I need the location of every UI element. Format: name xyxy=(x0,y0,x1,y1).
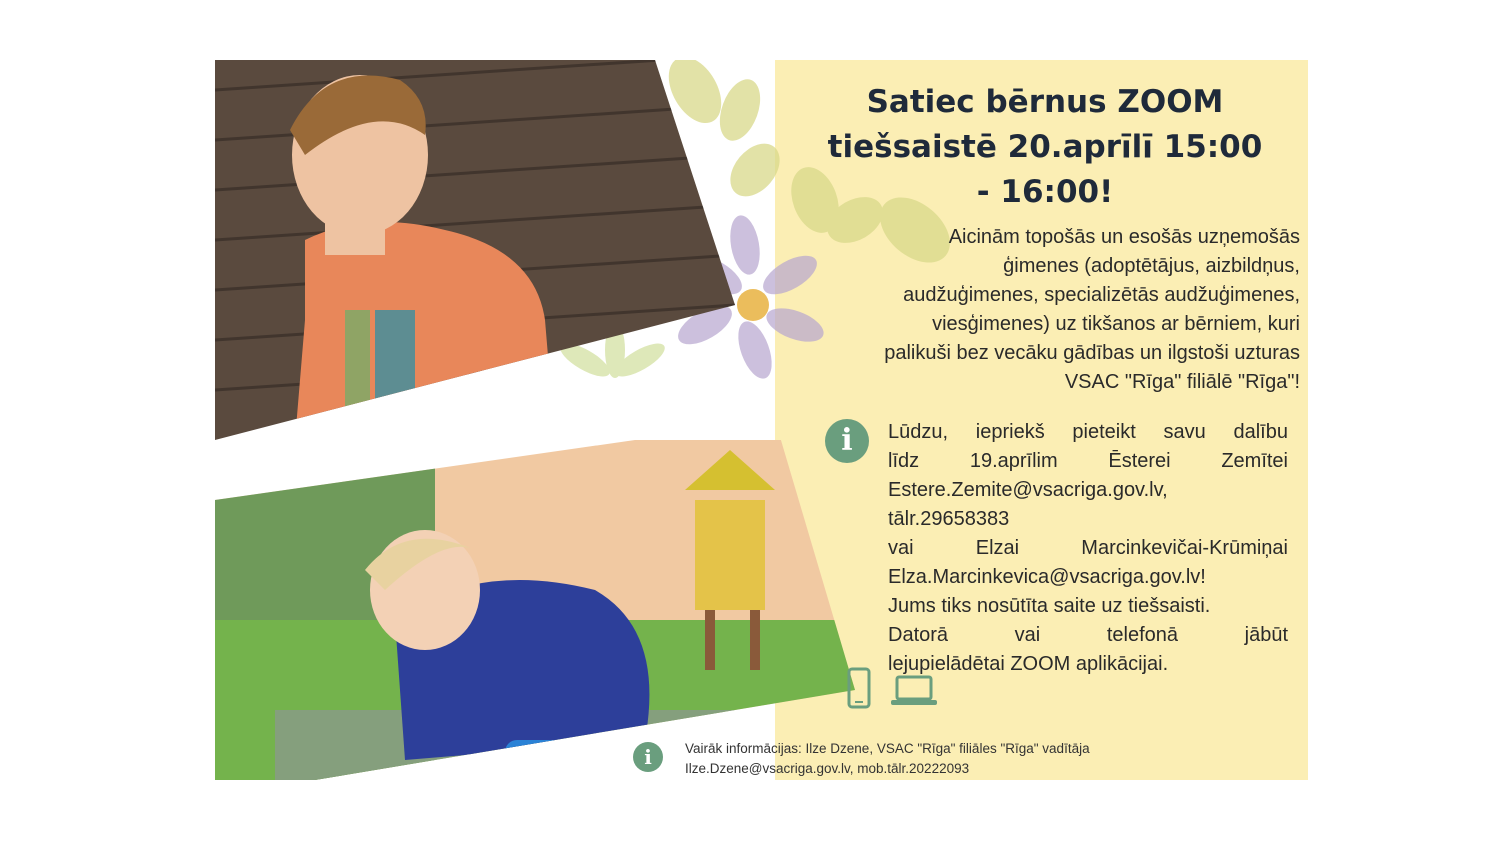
info-icon: i xyxy=(633,742,663,772)
more-info-footer xyxy=(685,739,1245,779)
laptop-icon xyxy=(891,677,937,705)
contact-email-elza[interactable]: Elza.Marcinkevica@vsacriga.gov.lv! xyxy=(888,566,1206,588)
signup-line: Datorā vai telefonā jābūt xyxy=(888,624,1288,646)
event-title xyxy=(795,80,1295,215)
signup-line: lejupielādētai ZOOM aplikācijai. xyxy=(888,653,1169,675)
intro-line: audžuģimenes, specializētās audžuģimenes, xyxy=(903,284,1300,306)
signup-line: Lūdzu, iepriekš pieteikt savu dalību xyxy=(888,421,1288,443)
info-icon: i xyxy=(825,419,869,463)
intro-line: ģimenes (adoptētājus, aizbildņus, xyxy=(1003,255,1300,277)
signup-line: Jums tiks nosūtīta saite uz tiešsaisti. xyxy=(888,595,1211,617)
signup-instructions xyxy=(888,418,1288,679)
event-poster xyxy=(215,60,1308,780)
signup-line: vai Elzai Marcinkevičai-Krūmiņai xyxy=(888,537,1288,559)
title-line-3: - 16:00! xyxy=(976,174,1114,210)
intro-line: VSAC "Rīga" filiālē "Rīga"! xyxy=(1064,371,1300,393)
contact-email-estere[interactable]: Estere.Zemite@vsacriga.gov.lv, xyxy=(888,479,1168,501)
footer-line-2: Ilze.Dzene@vsacriga.gov.lv, mob.tālr.20222093 xyxy=(685,761,970,776)
intro-line: viesģimenes) uz tikšanos ar bērniem, kuri xyxy=(932,313,1300,335)
photo-boy xyxy=(215,60,735,440)
device-icons xyxy=(845,667,955,716)
footer-line-1: Vairāk informācijas: Ilze Dzene, VSAC "Rīga" filiāles "Rīga" vadītāja xyxy=(685,741,1090,756)
invitation-text xyxy=(790,223,1300,397)
title-line-2: tiešsaistē 20.aprīlī 15:00 xyxy=(827,129,1263,165)
contact-phone-estere: tālr.29658383 xyxy=(888,508,1010,530)
photo-girl xyxy=(215,440,855,780)
intro-line: Aicinām topošās un esošās uzņemošās xyxy=(948,226,1300,248)
signup-line: līdz 19.aprīlim Ēsterei Zemītei xyxy=(888,450,1288,472)
title-line-1: Satiec bērnus ZOOM xyxy=(866,84,1224,120)
phone-icon xyxy=(849,669,869,707)
intro-line: palikuši bez vecāku gādības un ilgstoši uzturas xyxy=(884,342,1300,364)
